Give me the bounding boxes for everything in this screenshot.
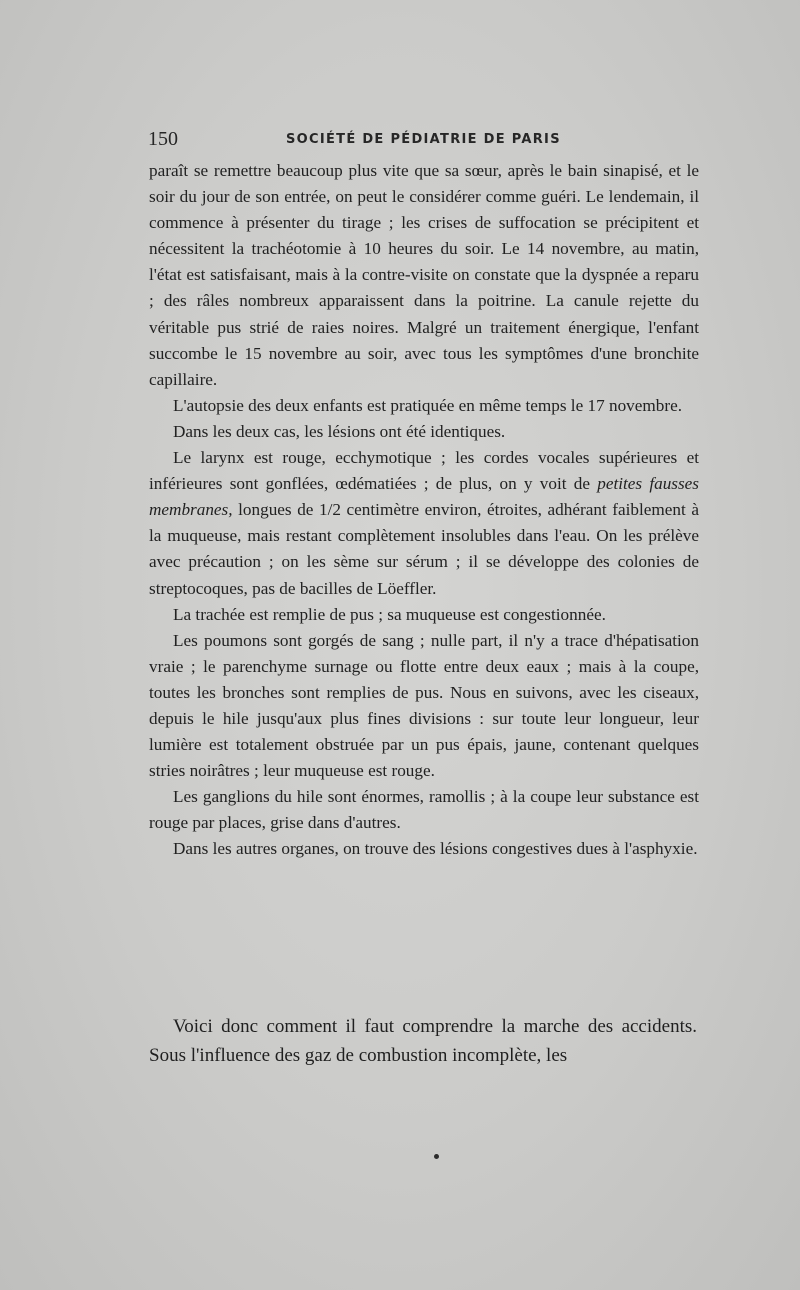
paragraph-4: [149, 445, 699, 602]
conclusion-paragraph: Voici donc comment il faut comprendre la marche des accidents. Sous l'influence des gaz de combustion incomplète, les: [149, 1016, 697, 1066]
paragraph-4-italic-term: petites fausses membranes,: [149, 474, 699, 520]
ink-dot: [434, 1154, 439, 1159]
paragraph-8: Dans les autres organes, on trouve des lésions congestives dues à l'asphyxie.: [173, 839, 698, 859]
paragraph-2: L'autopsie des deux enfants est pratiquée en même temps le 17 novembre.: [173, 395, 683, 415]
paragraph-5: La trachée est remplie de pus ; sa muqueuse est congestionnée.: [173, 604, 606, 624]
paragraph-4-text-b: longues de 1/2 centimètre environ, étroites, adhérant faiblement à la muqueuse, mais restant complètement insolubles dans l'eau. On les prélève avec précaution ; on les sème sur sérum ; il se développe des colonies de streptocoques, pas de bacilles de Löeffler.: [149, 500, 699, 598]
page-header: [148, 128, 700, 152]
paragraph-6: Les poumons sont gorgés de sang ; nulle part, il n'y a trace d'hépatisation vraie ; le parenchyme surnage ou flotte entre deux eaux ; mais à la coupe, toutes les bronches sont remplies de pus. Nous en suivons, avec les ciseaux, depuis le hile jusqu'aux plus fines divisions : sur toute leur longueur, leur lumière est totalement obstruée par un pus épais, jaune, contenant quelques stries noirâtres ; leur muqueuse est rouge.: [149, 630, 699, 781]
running-title: SOCIÉTÉ DE PÉDIATRIE DE PARIS: [286, 132, 561, 147]
paragraph-3: Dans les deux cas, les lésions ont été identiques.: [173, 421, 506, 441]
body-text: [149, 158, 699, 863]
paragraph-7: Les ganglions du hile sont énormes, ramollis ; à la coupe leur substance est rouge par places, grise dans d'autres.: [149, 787, 699, 833]
page-number: 150: [148, 128, 178, 150]
paragraph-1: paraît se remettre beaucoup plus vite que sa sœur, après le bain sinapisé, et le soir du jour de son entrée, on peut le considérer comme guéri. Le lendemain, il commence à présenter du tirage ; les crises de suffocation se précipitent et nécessitent la trachéotomie à 10 heures du soir. Le 14 novembre, au matin, l'état est satisfaisant, mais à la contre-visite on constate que la dyspnée a reparu ; des râles nombreux apparaissent dans la poitrine. La canule rejette du véritable pus strié de raies noires. Malgré un traitement énergique, l'enfant succombe le 15 novembre au soir, avec tous les symptômes d'une bronchite capillaire.: [149, 161, 699, 389]
paragraph-4-text-a: Le larynx est rouge, ecchymotique ; les cordes vocales supérieures et inférieures sont gonflées, œdématiées ; de plus, on y voit de: [149, 448, 699, 494]
